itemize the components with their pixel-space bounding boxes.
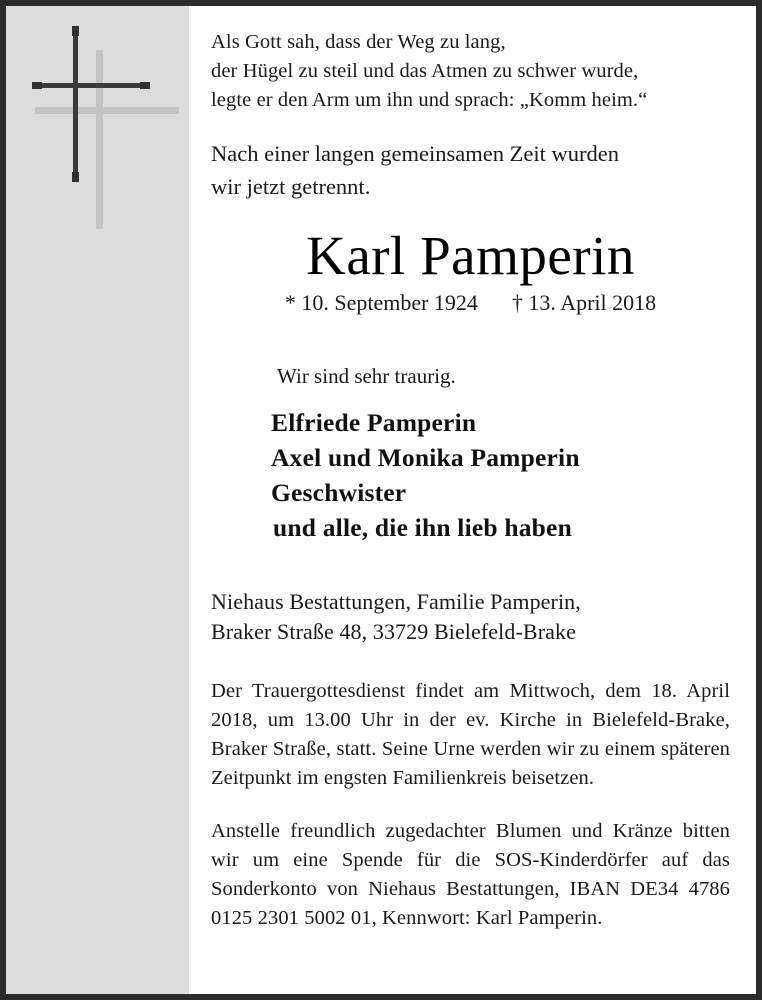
ornament-panel <box>6 6 189 994</box>
verse-line: legte er den Arm um ihn und sprach: „Komm heim.“ <box>211 89 648 111</box>
verse-stanza-one <box>211 28 730 115</box>
address-line: Niehaus Bestattungen, Familie Pamperin, <box>211 589 581 614</box>
survivors-list <box>211 405 730 545</box>
donation-details: Anstelle freundlich zugedachter Blumen und Kränze bitten wir um eine Spende für die SOS-Kinderdörfer auf das Sonderkonto von Niehaus Bestattungen, IBAN DE34 4786 0125 2301 5002 01, Kennwort: Karl Pamperin. <box>211 820 730 929</box>
survivor-name: Geschwister <box>271 478 407 507</box>
life-dates <box>211 289 730 317</box>
survivor-name: Axel und Monika Pamperin <box>271 443 580 472</box>
birth-date: 10. September 1924 <box>301 290 478 315</box>
survivor-name: Elfriede Pamperin <box>271 408 477 437</box>
funeral-home-address <box>211 587 730 647</box>
death-symbol: † <box>511 290 523 315</box>
cross-icon <box>32 14 182 214</box>
deceased-name: Karl Pamperin <box>306 225 635 286</box>
verse-line: Nach einer langen gemeinsamen Zeit wurden <box>211 141 619 166</box>
survivor-name: und alle, die ihn lieb haben <box>273 513 572 542</box>
service-details: Der Trauergottesdienst findet am Mittwoch, dem 18. April 2018, um 13.00 Uhr in der ev. Kirche in Bielefeld-Brake, Braker Straße, statt. Seine Urne werden wir zu einem späteren Zeitpunkt im engsten Familienkreis beisetzen. <box>211 680 730 789</box>
mourning-intro: Wir sind sehr traurig. <box>277 364 456 388</box>
birth-symbol: * <box>284 290 296 315</box>
verse-line: wir jetzt getrennt. <box>211 174 371 199</box>
notice-content <box>189 6 756 994</box>
verse-line: Als Gott sah, dass der Weg zu lang, <box>211 31 506 53</box>
verse-line: der Hügel zu steil und das Atmen zu schwer wurde, <box>211 60 639 82</box>
death-date: 13. April 2018 <box>528 290 657 315</box>
address-line: Braker Straße 48, 33729 Bielefeld-Brake <box>211 619 576 644</box>
verse-stanza-two <box>211 137 730 203</box>
